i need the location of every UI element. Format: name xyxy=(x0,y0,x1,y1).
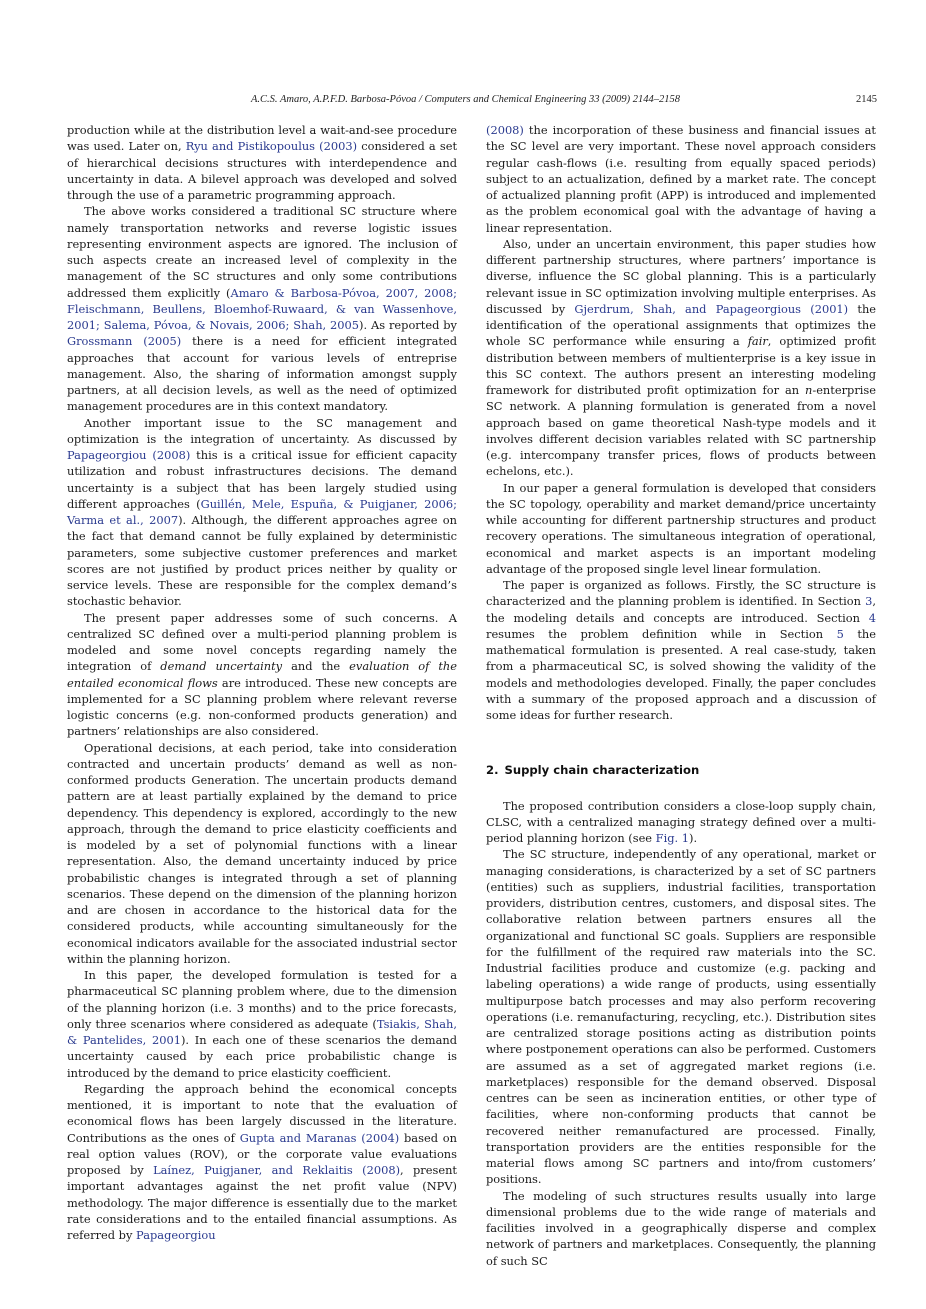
text-span: The present paper addresses some of such concerns. A centralized SC defined over a multi-period planning problem is modeled and some novel concepts regarding namely the integration of xyxy=(67,610,457,674)
paragraph: The modeling of such structures results usually into large dimensional problems due to the wide range of materials and facilities involved in a geographically disperse and complex network of partners and marketplaces. Consequently, the planning of such SC xyxy=(486,1188,876,1268)
citation-link[interactable]: Papageorgiou (2008) xyxy=(67,448,191,462)
text-span: ). xyxy=(689,831,698,845)
text-span: Also, under an uncertain environment, this paper studies how different partnership structures, where partners’ importance is diverse, influence the SC global planning. This is a particularly relevant issue in SC optimization involving multiple enterprises. As discussed by xyxy=(486,236,876,316)
citation-link[interactable]: Gjerdrum, Shah, and Papageorgious (2001) xyxy=(574,301,849,316)
text-span: Another important issue to the SC management and optimization is the integration of uncertainty. As discussed by xyxy=(67,415,457,446)
text-span: The proposed contribution considers a close-loop supply chain, CLSC, with a centralized managing strategy defined over a multi-period planning horizon (see xyxy=(486,798,876,845)
citation-link[interactable]: Amaro & Barbosa-Póvoa, 2007, 2008; Fleischmann, Beullens, Bloemhof-Ruwaard, & van Wassenhove, 2001; Salema, Póvoa, & Novais, 2006; Shah, 2005 xyxy=(67,285,458,332)
section-link[interactable]: 3 xyxy=(865,594,873,609)
text-span: the mathematical formulation is presented. A real case-study, taken from a pharmaceutical SC, is solved showing the validity of the models and methodologies developed. Finally, the paper concludes with a summary of the proposed approach and a discussion of some ideas for further research. xyxy=(486,626,877,722)
text-span: production while at the distribution level a wait-and-see procedure was used. Later on, xyxy=(67,123,457,154)
citation-link[interactable]: (2008) xyxy=(486,123,524,137)
citation-link[interactable]: Gupta and Maranas (2004) xyxy=(239,1130,400,1145)
text-span: ). Although, the different approaches agree on the fact that demand cannot be fully explained by deterministic parameters, some subjective customer preferences and market scores are not justified by product prices neither by quality or service levels. These are responsible for the complex demand’s stochastic behavior. xyxy=(67,513,457,609)
citation-link[interactable]: Laínez, Puigjaner, and Reklaitis (2008) xyxy=(153,1163,401,1177)
text-span: Regarding the approach behind the economical concepts mentioned, it is important to note that the evaluation of economical flows has been largely discussed in the literature. Contributions as the ones of xyxy=(67,1081,457,1145)
text-span: , present important advantages against the net profit value (NPV) methodology. The major difference is essentially due to the market rate considerations and to the entailed financial assumptions. As referred by xyxy=(67,1163,457,1242)
text-span: ). In each one of these scenarios the demand uncertainty caused by each price probabilistic change is introduced by the demand to price elasticity coefficient. xyxy=(67,1033,457,1080)
paragraph: The SC structure, independently of any operational, market or managing considerations, is characterized by a set of SC partners (entities) such as suppliers, industrial facilities, transportation providers, distribution centres, customers, and disposal sites. The collaborative relation between partners ensures all the organizational and functional SC goals. Suppliers are responsible for the fulfillment of the required raw materials into the SC. Industrial facilities produce and customize (e.g. packing and labeling operations) a wide range of products, using essentially multipurpose batch processes and may also perform recovering operations (i.e. remanufacturing, recycling, etc.). Distribution sites are centralized storage positions acting as distribution points where postponement operations can also be performed. Customers are assumed as a set of aggregated market regions (i.e. marketplaces) responsible for the demand observed. Disposal centres can be seen as incineration entities, or other type of facilities, where non-conforming products that cannot be recovered neither remanufactured are processed. Finally, transportation providers are the entities responsible for the material flows among SC partners and into/from customers’ positions. xyxy=(486,847,876,1187)
text-span: the identification of the operational assignments that optimizes the whole SC performance while ensuring a xyxy=(486,301,877,349)
text-span: there is a need for efficient integrated approaches that account for various levels of entreprise management. Also, the sharing of information amongst supply partners, at all decision levels, as well as the need of optimized management procedures are in this context mandatory. xyxy=(67,334,457,414)
left-column xyxy=(67,122,457,1243)
text-span: the incorporation of these business and financial issues at the SC level are very important. These novel approach considers regular cash-flows (i.e. resulting from equally spaced periods) subject to an actualization, defined by a market rate. The concept of actualized planning profit (APP) is introduced and implemented as the problem economical goal with the advantage of having a linear representation. xyxy=(486,123,876,235)
paragraph xyxy=(486,236,876,480)
text-span: and the xyxy=(282,659,350,674)
section-link[interactable]: 4 xyxy=(868,610,876,625)
citation-link[interactable]: Tsiakis, Shah, & Pantelides, 2001 xyxy=(67,1016,457,1047)
emphasis: evaluation of the entailed economical flows xyxy=(67,659,457,690)
paragraph xyxy=(67,1081,457,1244)
emphasis: demand uncertainty xyxy=(160,659,283,674)
text-span: considered a set of hierarchical decisions structures with interdependence and uncertainty in data. A bilevel approach was developed and solved through the use of a parametric programming approach. xyxy=(67,139,458,202)
text-span: are introduced. These new concepts are implemented for a SC planning problem where relevant reverse logistic concerns (e.g. non-conformed products generation) and partners’ relationships are also considered. xyxy=(67,675,457,739)
section-link[interactable]: 5 xyxy=(836,626,844,641)
emphasis: fair xyxy=(747,334,768,349)
paragraph xyxy=(67,967,457,1081)
text-span: this is a critical issue for efficient capacity utilization and robust infrastructures decisions. The demand uncertainty is a subject that has been largely studied using different approaches ( xyxy=(67,448,457,511)
page-number: 2145 xyxy=(856,94,877,105)
paragraph xyxy=(486,798,876,847)
paragraph xyxy=(67,415,457,610)
paragraph xyxy=(486,122,876,236)
text-span: ). As reported by xyxy=(359,318,457,332)
text-span: , the modeling details and concepts are introduced. Section xyxy=(486,594,876,625)
paragraph: In our paper a general formulation is developed that considers the SC topology, operability and market demand/price uncertainty while accounting for different partnership structures and product recovery operations. The simultaneous integration of operational, economical and market aspects is an important modeling advantage of the proposed single level linear formulation. xyxy=(486,480,876,576)
section-number: 2. xyxy=(486,763,499,778)
text-span: , optimized profit distribution between members of multienterprise is a key issue in this SC context. The authors present an interesting modeling framework for distributed profit optimization for an xyxy=(486,334,877,397)
text-span: The above works considered a traditional SC structure where namely transportation networks and reverse logistic issues representing environment aspects are ignored. The inclusion of such aspects create an increased level of complexity in the management of the SC structures and only some contributions addressed them explicitly ( xyxy=(67,204,457,300)
section-title: Supply chain characterization xyxy=(504,763,700,778)
text-span: -enterprise SC network. A planning formulation is generated from a novel approach based on game theoretical Nash-type models and it involves different decision variables related with SC partnership (e.g. intercompany transfer prices, flows of products between echelons, etc.). xyxy=(486,383,876,479)
citation-link[interactable]: Guillén, Mele, Espuña, & Puigjaner, 2006; Varma et al., 2007 xyxy=(67,496,457,527)
paragraph xyxy=(486,577,876,723)
citation-link[interactable]: Grossmann (2005) xyxy=(67,334,182,349)
citation-link[interactable]: Ryu and Pistikopoulus (2003) xyxy=(185,139,358,154)
right-column xyxy=(486,122,876,1269)
running-header xyxy=(67,94,877,108)
paragraph xyxy=(67,610,457,740)
section-heading xyxy=(486,762,876,778)
text-span: resumes the problem definition while in Section xyxy=(486,626,837,641)
paragraph xyxy=(67,122,457,203)
emphasis: n xyxy=(805,383,813,397)
journal-citation: A.C.S. Amaro, A.P.F.D. Barbosa-Póvoa / Computers and Chemical Engineering 33 (2009) 2144–2158 xyxy=(251,94,681,105)
text-span: based on real option values (ROV), or the corporate value evaluations proposed by xyxy=(67,1130,457,1177)
text-span: In this paper, the developed formulation is tested for a pharmaceutical SC planning problem where, due to the dimension of the planning horizon (i.e. 3 months) and to the price forecasts, only three scenarios where considered as adequate ( xyxy=(67,968,457,1031)
citation-link[interactable]: Papageorgiou xyxy=(136,1228,216,1242)
text-span: The paper is organized as follows. Firstly, the SC structure is characterized and the planning problem is identified. In Section xyxy=(486,578,876,609)
paragraph xyxy=(67,203,457,414)
paragraph: Operational decisions, at each period, take into consideration contracted and uncertain products’ demand as well as non-conformed products Generation. The uncertain products demand pattern are at least partially explained by the demand to price dependency. This dependency is explored, accordingly to the new approach, through the demand to price elasticity coefficients and is modeled by a set of polynomial functions with a linear representation. Also, the demand uncertainty induced by price probabilistic changes is integrated through a set of planning scenarios. These depend on the dimension of the planning horizon and are chosen in accordance to the historical data for the considered products, while accounting simultaneously for the economical indicators available for the associated industrial sector within the planning horizon. xyxy=(67,740,457,966)
figure-link[interactable]: Fig. 1 xyxy=(655,831,689,845)
